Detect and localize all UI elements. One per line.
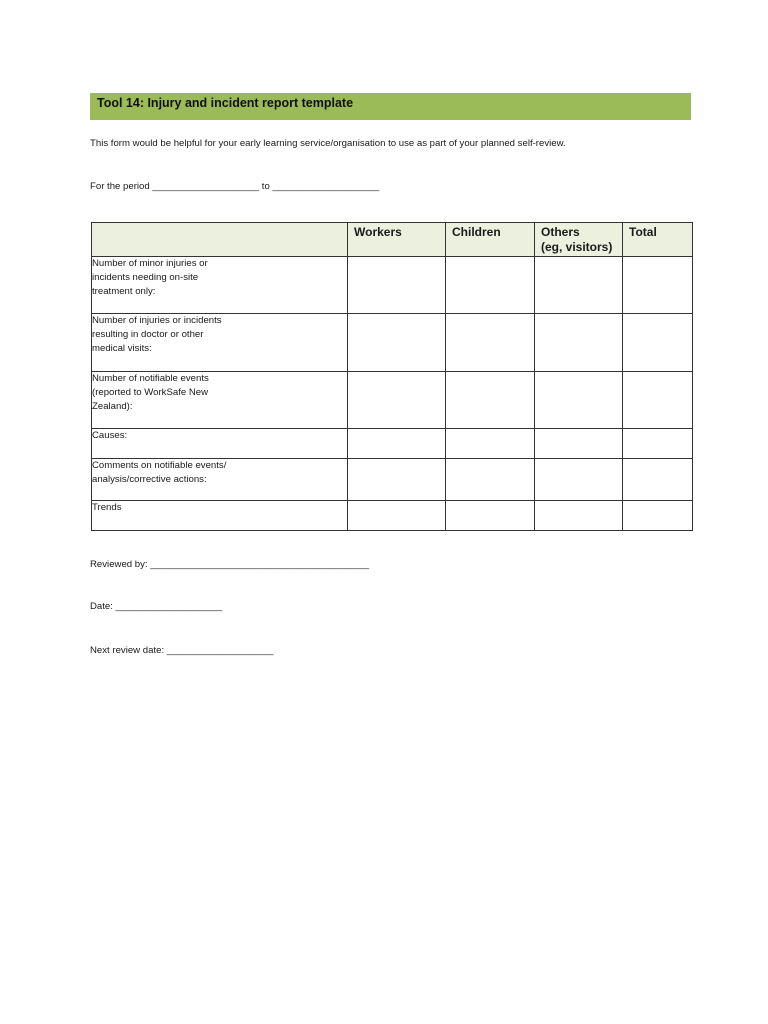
row-label-trends — [92, 501, 348, 531]
date-field[interactable]: ____________________ — [115, 601, 223, 612]
cell-children[interactable] — [446, 501, 535, 531]
cell-workers[interactable] — [348, 372, 446, 429]
row-label-notifiable-events — [92, 372, 348, 429]
cell-total[interactable] — [623, 372, 693, 429]
row-label-line: Number of minor injuries or — [92, 258, 208, 269]
cell-others[interactable] — [535, 314, 623, 372]
cell-workers[interactable] — [348, 257, 446, 314]
period-line — [90, 181, 379, 193]
cell-total[interactable] — [623, 429, 693, 459]
reviewed-by-field[interactable]: _________________________________________ — [150, 559, 370, 570]
period-end-field[interactable]: ____________________ — [272, 181, 380, 192]
row-label-line: Trends — [92, 502, 122, 513]
row-label-line: incidents needing on-site — [92, 272, 199, 283]
cell-children[interactable] — [446, 257, 535, 314]
date-line — [90, 601, 222, 613]
header-children: Children — [446, 223, 535, 257]
incident-table — [91, 222, 693, 531]
row-label-doctor-visits — [92, 314, 348, 372]
header-others-sub: (eg, visitors) — [541, 240, 613, 254]
period-label: For the period — [90, 181, 150, 192]
header-others — [535, 223, 623, 257]
next-review-field[interactable]: ____________________ — [166, 645, 274, 656]
table-row — [92, 459, 693, 501]
row-label-line: medical visits: — [92, 343, 152, 354]
row-label-line: treatment only: — [92, 286, 156, 297]
table-header-row — [92, 223, 693, 257]
header-total: Total — [623, 223, 693, 257]
row-label-comments — [92, 459, 348, 501]
row-label-causes — [92, 429, 348, 459]
table-row — [92, 257, 693, 314]
cell-total[interactable] — [623, 257, 693, 314]
cell-children[interactable] — [446, 314, 535, 372]
cell-children[interactable] — [446, 372, 535, 429]
cell-workers[interactable] — [348, 429, 446, 459]
row-label-line: Number of notifiable events — [92, 373, 209, 384]
table-row — [92, 429, 693, 459]
date-label: Date: — [90, 601, 113, 612]
cell-others[interactable] — [535, 429, 623, 459]
row-label-line: (reported to WorkSafe New — [92, 387, 209, 398]
row-label-line: Comments on notifiable events/ — [92, 460, 227, 471]
row-label-line: Number of injuries or incidents — [92, 315, 222, 326]
cell-others[interactable] — [535, 257, 623, 314]
header-others-label: Others — [541, 225, 580, 239]
cell-workers[interactable] — [348, 459, 446, 501]
row-label-line: Zealand): — [92, 401, 133, 412]
period-start-field[interactable]: ____________________ — [152, 181, 260, 192]
intro-text: This form would be helpful for your early learning service/organisation to use as part of your planned self-review. — [90, 138, 566, 149]
reviewed-by-line — [90, 559, 369, 571]
cell-children[interactable] — [446, 459, 535, 501]
reviewed-by-label: Reviewed by: — [90, 559, 148, 570]
header-workers: Workers — [348, 223, 446, 257]
table-row — [92, 372, 693, 429]
cell-others[interactable] — [535, 501, 623, 531]
cell-children[interactable] — [446, 429, 535, 459]
next-review-line — [90, 645, 274, 657]
period-to-label: to — [261, 181, 270, 192]
row-label-minor-injuries — [92, 257, 348, 314]
row-label-line: Causes: — [92, 430, 128, 441]
header-blank-cell — [92, 223, 348, 257]
cell-total[interactable] — [623, 459, 693, 501]
row-label-line: analysis/corrective actions: — [92, 474, 207, 485]
cell-total[interactable] — [623, 501, 693, 531]
page-title: Tool 14: Injury and incident report template — [97, 96, 354, 110]
table-row — [92, 314, 693, 372]
cell-total[interactable] — [623, 314, 693, 372]
cell-others[interactable] — [535, 459, 623, 501]
cell-workers[interactable] — [348, 314, 446, 372]
row-label-line: resulting in doctor or other — [92, 329, 204, 340]
title-bar — [90, 93, 691, 120]
cell-workers[interactable] — [348, 501, 446, 531]
next-review-label: Next review date: — [90, 645, 165, 656]
cell-others[interactable] — [535, 372, 623, 429]
table-row — [92, 501, 693, 531]
